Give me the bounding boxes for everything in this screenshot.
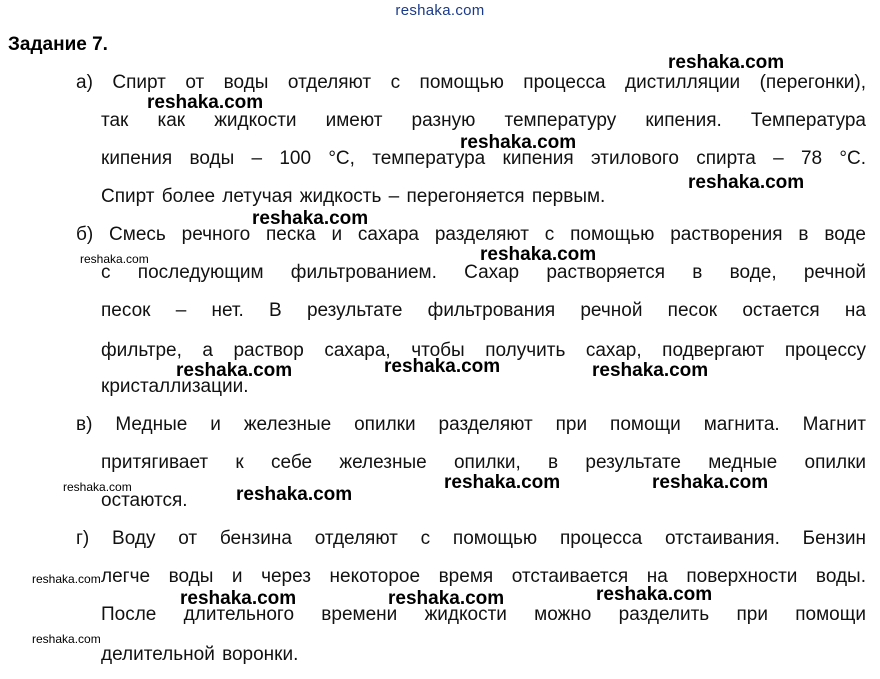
watermark-small: reshaka.com bbox=[63, 480, 132, 494]
item-b-line-1: б) Смесь речного песка и сахара разделяют с помощью растворения в воде bbox=[76, 224, 866, 245]
item-b-line-4: фильтре, а раствор сахара, чтобы получить сахар, подвергают процессу bbox=[101, 340, 866, 361]
item-a-line-4: Спирт более летучая жидкость – перегоняется первым. bbox=[101, 186, 606, 207]
item-d-line-4: делительной воронки. bbox=[101, 644, 299, 665]
item-c-line-3: остаются. bbox=[101, 490, 188, 511]
watermark: reshaka.com bbox=[384, 356, 501, 377]
item-b-line-3: песок – нет. В результате фильтрования речной песок остается на bbox=[101, 300, 866, 321]
watermark: reshaka.com bbox=[596, 584, 713, 605]
task-title: Задание 7. bbox=[8, 34, 108, 55]
watermark: reshaka.com bbox=[147, 92, 264, 113]
watermark: reshaka.com bbox=[668, 52, 785, 73]
item-b-line-5: кристаллизации. bbox=[101, 376, 249, 397]
item-c-line-1: в) Медные и железные опилки разделяют при помощи магнита. Магнит bbox=[76, 414, 866, 435]
watermark: reshaka.com bbox=[460, 132, 577, 153]
item-c-line-2: притягивает к себе железные опилки, в результате медные опилки bbox=[101, 452, 866, 473]
watermark: reshaka.com bbox=[180, 588, 297, 609]
site-header-watermark: reshaka.com bbox=[395, 2, 485, 19]
watermark: reshaka.com bbox=[652, 472, 769, 493]
watermark-small: reshaka.com bbox=[80, 252, 149, 266]
watermark: reshaka.com bbox=[480, 244, 597, 265]
item-d-line-1: г) Воду от бензина отделяют с помощью процесса отстаивания. Бензин bbox=[76, 528, 866, 549]
item-d-line-2: легче воды и через некоторое время отстаивается на поверхности воды. bbox=[101, 566, 866, 587]
item-a-line-2: так как жидкости имеют разную температуру кипения. Температура bbox=[101, 110, 866, 131]
item-a-line-1: а) Спирт от воды отделяют с помощью процесса дистилляции (перегонки), bbox=[76, 72, 866, 93]
item-a-line-3: кипения воды – 100 °С, температура кипения этилового спирта – 78 °С. bbox=[101, 148, 866, 169]
watermark: reshaka.com bbox=[176, 360, 293, 381]
watermark: reshaka.com bbox=[388, 588, 505, 609]
watermark: reshaka.com bbox=[444, 472, 561, 493]
item-d-line-3: После длительного времени жидкости можно разделить при помощи bbox=[101, 604, 866, 625]
watermark-small: reshaka.com bbox=[32, 632, 101, 646]
watermark-small: reshaka.com bbox=[32, 572, 101, 586]
watermark: reshaka.com bbox=[688, 172, 805, 193]
watermark: reshaka.com bbox=[236, 484, 353, 505]
item-b-line-2: с последующим фильтрованием. Сахар растворяется в воде, речной bbox=[101, 262, 866, 283]
watermark: reshaka.com bbox=[592, 360, 709, 381]
watermark: reshaka.com bbox=[252, 208, 369, 229]
